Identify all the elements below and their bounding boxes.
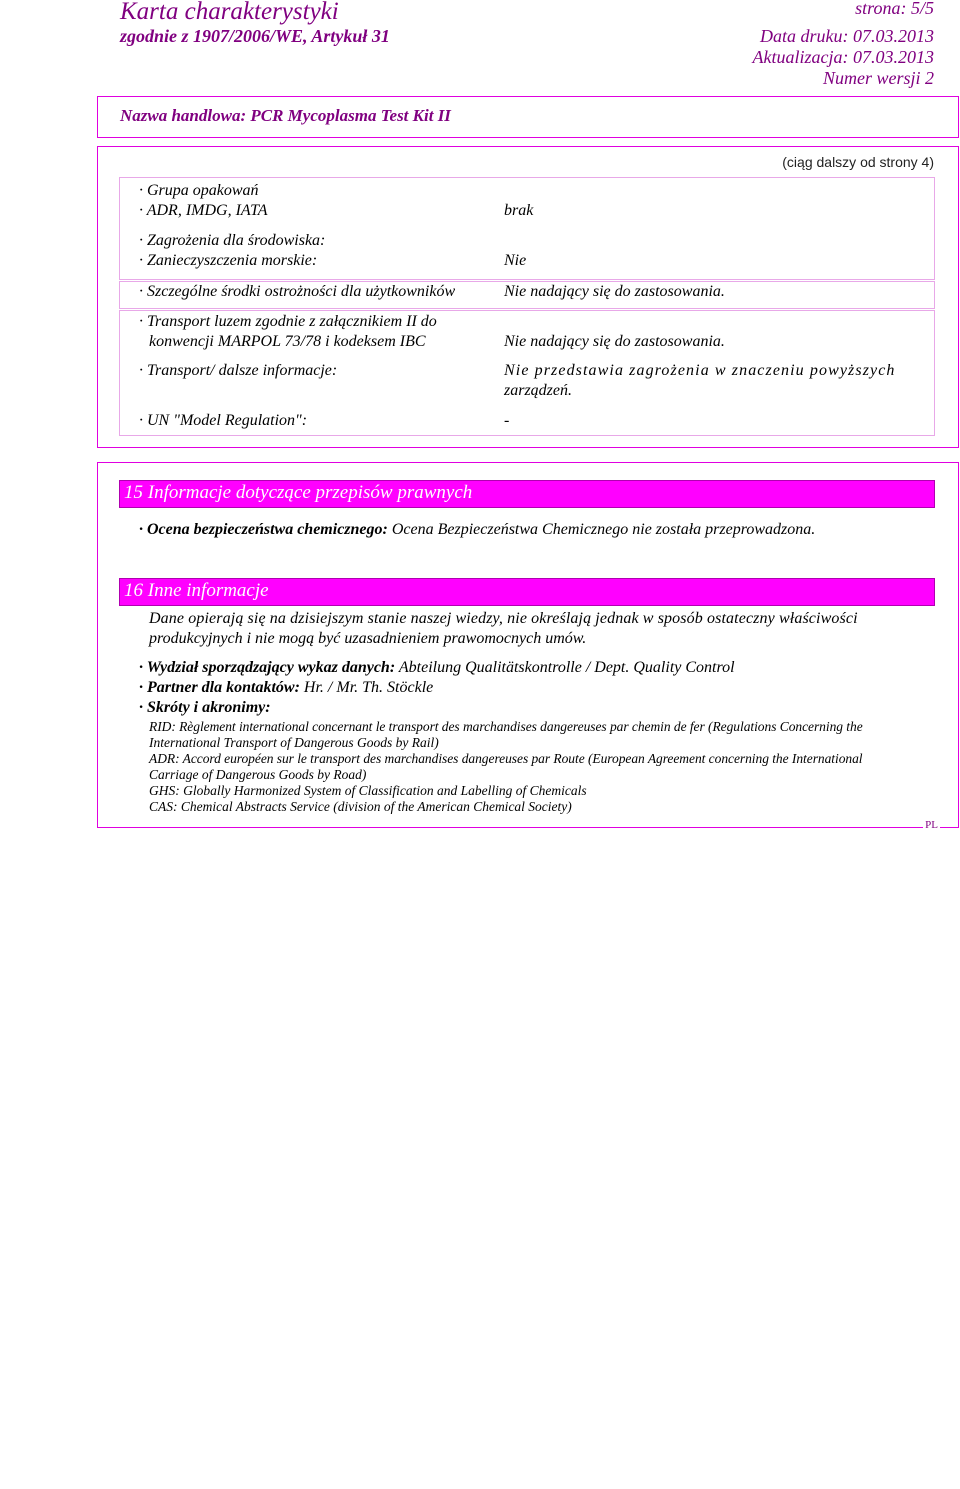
disclaimer-line1: Dane opierają się na dzisiejszym stanie naszej wiedzy, nie określają jednak w sposób ostateczny właściwości: [149, 610, 858, 627]
bulk-transport-label-line1: · Transport luzem zgodnie z załącznikiem II do: [139, 313, 437, 330]
department-row: [139, 659, 735, 677]
special-precautions-label: · Szczególne środki ostrożności dla użytkowników: [139, 283, 456, 300]
section-15-title: 15 Informacje dotyczące przepisów prawnych: [124, 482, 473, 503]
adr-imdg-iata-value: brak: [504, 202, 534, 219]
bulk-transport-value: Nie nadający się do zastosowania.: [504, 333, 725, 350]
un-model-regulation-value: -: [504, 412, 510, 429]
version-number: Numer wersji 2: [822, 68, 934, 88]
trade-name: Nazwa handlowa: PCR Mycoplasma Test Kit II: [120, 106, 451, 125]
chemical-safety-assessment-value: Ocena Bezpieczeństwa Chemicznego nie została przeprowadzona.: [391, 521, 816, 538]
adr-imdg-iata-label: · ADR, IMDG, IATA: [139, 202, 268, 219]
abbreviation-adr-line2: Carriage of Dangerous Goods by Road): [149, 767, 367, 782]
abbreviations-label: · Skróty i akronimy:: [139, 699, 271, 716]
abbreviation-adr-line1: ADR: Accord européen sur le transport des marchandises dangereuses par Route (European Agreement concerning the International: [149, 751, 863, 766]
abbreviation-rid-line1: RID: Règlement international concernant le transport des marchandises dangereuses par chemin de fer (Regulations Concerning the: [149, 719, 863, 734]
transport-further-label: · Transport/ dalsze informacje:: [139, 362, 338, 379]
transport-further-value-line1: Nie przedstawia zagrożenia w znaczeniu powyższych: [504, 362, 896, 379]
page-number: strona: 5/5: [855, 0, 934, 18]
continued-note: (ciąg dalszy od strony 4): [782, 154, 934, 170]
abbreviation-rid-line2: International Transport of Dangerous Goods by Rail): [149, 735, 439, 750]
packing-group-label: · Grupa opakowań: [139, 182, 259, 199]
document-title: Karta charakterystyki: [120, 0, 339, 25]
contact-row: [139, 679, 433, 697]
section-16-title: 16 Inne informacje: [124, 580, 269, 601]
abbreviation-ghs: GHS: Globally Harmonized System of Classification and Labelling of Chemicals: [149, 783, 587, 798]
un-model-regulation-label: · UN "Model Regulation":: [139, 412, 308, 429]
document-subtitle: zgodnie z 1907/2006/WE, Artykuł 31: [120, 26, 390, 46]
department-label: · Wydział sporządzający wykaz danych:: [139, 659, 396, 676]
marine-pollutant-label: · Zanieczyszczenia morskie:: [139, 252, 318, 269]
print-date: Data druku: 07.03.2013: [760, 26, 934, 46]
transport-further-value-line2: zarządzeń.: [504, 382, 573, 399]
marine-pollutant-value: Nie: [504, 252, 527, 269]
disclaimer-line2: produkcyjnych i nie mogą być uzasadnieniem prawomocnych umów.: [149, 630, 587, 647]
contact-value: Hr. / Mr. Th. Stöckle: [303, 679, 434, 696]
bulk-transport-label-line2: konwencji MARPOL 73/78 i kodeksem IBC: [149, 333, 426, 350]
special-precautions-value: Nie nadający się do zastosowania.: [504, 283, 725, 300]
chemical-safety-assessment-label: · Ocena bezpieczeństwa chemicznego:: [139, 521, 388, 538]
chemical-safety-assessment: [139, 521, 815, 539]
update-date: Aktualizacja: 07.03.2013: [752, 47, 934, 67]
env-hazards-label: · Zagrożenia dla środowiska:: [139, 232, 326, 249]
contact-label: · Partner dla kontaktów:: [139, 679, 300, 696]
abbreviation-cas: CAS: Chemical Abstracts Service (division of the American Chemical Society): [149, 799, 572, 814]
language-code: PL: [925, 819, 938, 831]
department-value: Abteilung Qualitätskontrolle / Dept. Quality Control: [398, 659, 735, 676]
